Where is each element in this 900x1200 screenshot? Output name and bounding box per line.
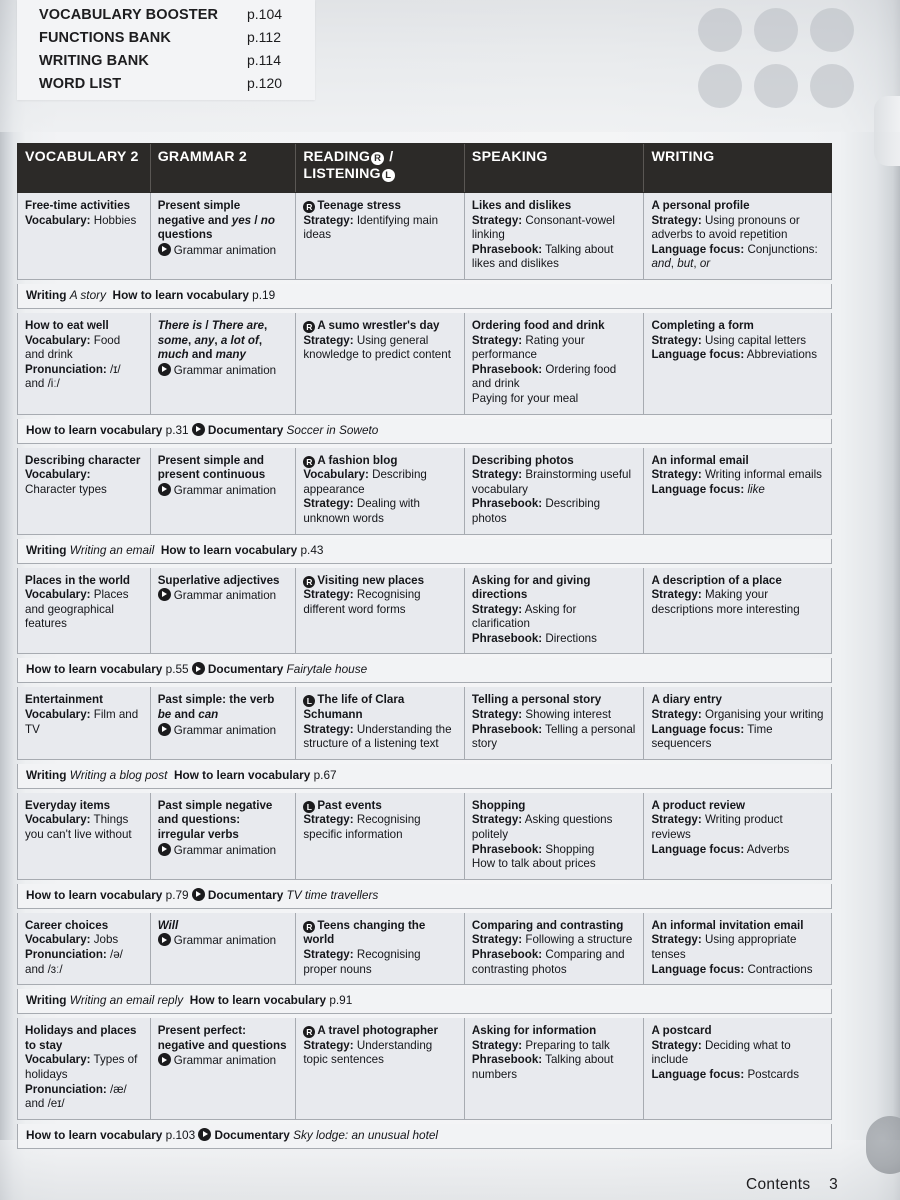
grammar-title: Past simple negative and questions: irregular verbs <box>157 798 273 842</box>
section-separator-row[interactable]: How to learn vocabulary p.79 Documentary TV time travellers <box>17 884 832 909</box>
reading-listening-cell[interactable]: R Visiting new places Strategy: Recognising different word forms <box>296 568 465 654</box>
writing-cell[interactable]: A product review Strategy: Writing product reviews Language focus: Adverbs <box>651 798 790 856</box>
reading-listening-cell[interactable]: L Past events Strategy: Recognising specific information <box>296 793 465 879</box>
back-matter-page: p.120 <box>247 75 283 91</box>
grammar-title: Present simple negative and yes / no questions <box>157 199 275 242</box>
speaking-title: Comparing and contrasting <box>471 918 624 932</box>
section-separator-row[interactable]: Writing A story How to learn vocabulary p.19 <box>17 284 832 309</box>
writing-cell[interactable]: A postcard Strategy: Deciding what to include Language focus: Postcards <box>651 1024 799 1081</box>
writing-cell[interactable]: An informal email Strategy: Writing informal emails Language focus: like <box>651 453 822 496</box>
table-row <box>17 793 832 880</box>
play-icon <box>158 588 171 601</box>
reading-listening-cell[interactable]: R Teens changing the world Strategy: Recognising proper nouns <box>296 913 465 984</box>
table-row <box>17 687 832 759</box>
grammar-animation-label: Grammar animation <box>173 483 277 497</box>
reading-listening-cell[interactable]: R A fashion blog Vocabulary: Describing appearance Strategy: Dealing with unknown words <box>296 448 465 534</box>
section-separator-row[interactable]: How to learn vocabulary p.55 Documentary Fairytale house <box>17 658 832 683</box>
syllabus-table <box>17 143 832 1153</box>
page-curl <box>874 96 900 166</box>
writing-cell[interactable]: Completing a form Strategy: Using capital letters Language focus: Abbreviations <box>651 318 818 362</box>
grammar-cell[interactable] <box>151 448 297 534</box>
vocabulary-cell[interactable]: Holidays and places to stay Vocabulary: Types of holidays Pronunciation: /æ/ and /eɪ/ <box>18 1018 151 1119</box>
back-matter-title: WRITING BANK <box>39 53 149 69</box>
bleedthrough-circle <box>698 64 742 108</box>
vocabulary-title: Career choices <box>25 918 109 932</box>
play-icon <box>192 423 205 436</box>
vocabulary-cell[interactable]: Everyday items Vocabulary: Things you can't live without <box>18 793 151 879</box>
table-row <box>17 193 832 280</box>
writing-cell[interactable]: A personal profile Strategy: Using pronouns or adverbs to avoid repetition Language focus: Conjunctions: and, but, or <box>651 199 818 271</box>
table-row <box>17 448 832 535</box>
section-separator-row[interactable]: How to learn vocabulary p.31 Documentary Soccer in Soweto <box>17 419 832 444</box>
reading-badge-icon: R <box>303 321 315 333</box>
vocabulary-cell[interactable]: Entertainment Vocabulary: Film and TV <box>18 687 151 758</box>
back-matter-page: p.114 <box>247 52 281 68</box>
grammar-title: Present simple and present continuous <box>157 453 266 482</box>
bleedthrough-circles <box>698 8 856 110</box>
section-separator-row[interactable]: Writing Writing an email reply How to learn vocabulary p.91 <box>17 989 832 1014</box>
grammar-animation-label: Grammar animation <box>173 243 277 257</box>
vocabulary-title: Entertainment <box>25 693 103 707</box>
speaking-cell[interactable]: Likes and dislikes Strategy: Consonant-vowel linking Phrasebook: Talking about likes and dislikes <box>465 193 645 279</box>
grammar-cell[interactable] <box>151 687 297 758</box>
vocabulary-title: Places in the world <box>25 573 131 587</box>
reading-listening-cell[interactable]: R Teenage stress Strategy: Identifying main ideas <box>296 193 465 279</box>
grammar-cell[interactable] <box>151 793 297 879</box>
speaking-cell[interactable]: Shopping Strategy: Asking questions politely Phrasebook: Shopping How to talk about prices <box>465 793 645 879</box>
footer-label: Contents <box>746 1176 811 1193</box>
column-header-reading: READING R / LISTENING L <box>296 144 465 192</box>
back-matter-page: p.104 <box>247 6 283 22</box>
listening-badge-icon: L <box>303 695 315 707</box>
back-matter-item[interactable] <box>17 52 315 75</box>
play-icon <box>198 1128 211 1141</box>
speaking-cell[interactable]: Comparing and contrasting Strategy: Following a structure Phrasebook: Comparing and contrasting photos <box>465 913 645 984</box>
writing-title: A description of a place <box>651 573 782 587</box>
vocabulary-cell[interactable]: Free-time activities Vocabulary: Hobbies <box>18 193 151 279</box>
vocabulary-title: Free-time activities <box>25 199 131 212</box>
play-icon <box>158 363 171 376</box>
back-matter-item[interactable] <box>17 75 315 98</box>
table-row <box>17 1018 832 1120</box>
grammar-title: Will <box>157 918 179 932</box>
vocabulary-title: Everyday items <box>25 798 111 812</box>
table-row <box>17 913 832 985</box>
section-separator-row[interactable]: How to learn vocabulary p.103 Documentary Sky lodge: an unusual hotel <box>17 1124 832 1149</box>
reading-listening-title: A fashion blog <box>317 453 398 467</box>
speaking-title: Asking for information <box>471 1024 597 1038</box>
back-matter-title: WORD LIST <box>39 76 122 92</box>
reading-listening-cell[interactable]: R A sumo wrestler's day Strategy: Using general knowledge to predict content <box>296 313 465 414</box>
back-matter-page: p.112 <box>247 29 281 45</box>
grammar-title: Present perfect: negative and questions <box>157 1024 287 1052</box>
bleedthrough-circle <box>754 64 798 108</box>
vocabulary-cell[interactable]: Describing character Vocabulary: Character types <box>18 448 151 534</box>
grammar-animation-label: Grammar animation <box>173 723 277 737</box>
grammar-cell[interactable] <box>151 913 297 984</box>
back-matter-item[interactable] <box>17 29 315 52</box>
reading-badge-icon: R <box>303 1026 315 1038</box>
section-separator-row[interactable]: Writing Writing a blog post How to learn vocabulary p.67 <box>17 764 832 789</box>
grammar-title: Past simple: the verb be and can <box>157 693 275 722</box>
column-header-grammar-2: GRAMMAR 2 <box>151 144 297 192</box>
writing-cell[interactable]: A description of a place Strategy: Making your descriptions more interesting <box>651 573 800 616</box>
reading-listening-title: A sumo wrestler's day <box>317 318 440 332</box>
play-icon <box>158 243 171 256</box>
table-row <box>17 568 832 655</box>
vocabulary-cell[interactable]: Places in the world Vocabulary: Places and geographical features <box>18 568 151 654</box>
writing-title: An informal invitation email <box>651 918 804 932</box>
grammar-animation-label: Grammar animation <box>173 363 277 377</box>
table-header-row <box>17 143 832 193</box>
reading-listening-title: Past events <box>317 798 382 812</box>
reading-badge-icon: R <box>371 152 384 165</box>
speaking-title: Shopping <box>471 798 526 812</box>
speaking-cell[interactable]: Describing photos Strategy: Brainstorming useful vocabulary Phrasebook: Describing photos <box>465 448 645 534</box>
page-corner-thumb <box>866 1116 900 1174</box>
writing-title: Completing a form <box>651 318 754 332</box>
vocabulary-cell[interactable]: How to eat well Vocabulary: Food and drink Pronunciation: /ɪ/ and /iː/ <box>18 313 151 414</box>
section-separator-row[interactable]: Writing Writing an email How to learn vocabulary p.43 <box>17 539 832 564</box>
reading-listening-title: Visiting new places <box>317 573 425 587</box>
play-icon <box>158 843 171 856</box>
grammar-cell[interactable] <box>151 193 297 279</box>
bleedthrough-circle <box>754 8 798 52</box>
listening-badge-icon: L <box>382 169 395 182</box>
back-matter-title: VOCABULARY BOOSTER <box>39 7 219 23</box>
writing-title: A personal profile <box>651 199 750 212</box>
column-header-writing: WRITING <box>651 149 715 165</box>
bleedthrough-circle <box>698 8 742 52</box>
vocabulary-title: Holidays and places to stay <box>25 1024 137 1052</box>
play-icon <box>158 723 171 736</box>
writing-title: An informal email <box>651 453 749 467</box>
vocabulary-cell[interactable]: Career choices Vocabulary: Jobs Pronunciation: /ə/ and /ɜː/ <box>18 913 151 984</box>
table-row <box>17 313 832 415</box>
speaking-title: Likes and dislikes <box>471 199 572 212</box>
play-icon <box>158 1053 171 1066</box>
back-matter-list <box>17 0 315 100</box>
play-icon <box>158 483 171 496</box>
footer-page-number: 3 <box>829 1176 838 1193</box>
speaking-cell[interactable]: Asking for information Strategy: Preparing to talk Phrasebook: Talking about numbers <box>465 1018 645 1119</box>
speaking-title: Describing photos <box>471 453 574 467</box>
listening-badge-icon: L <box>303 801 315 813</box>
speaking-cell[interactable]: Asking for and giving directions Strategy: Asking for clarification Phrasebook: Directions <box>465 568 645 654</box>
grammar-title: There is / There are, some, any, a lot of, much and many <box>157 318 268 362</box>
writing-title: A product review <box>651 798 746 812</box>
back-matter-item[interactable] <box>17 6 315 29</box>
writing-cell[interactable]: An informal invitation email Strategy: Using appropriate tenses Language focus: Contractions <box>651 918 813 976</box>
bleedthrough-circle <box>810 64 854 108</box>
reading-listening-title: A travel photographer <box>317 1024 439 1038</box>
table-body <box>17 193 832 1149</box>
vocabulary-title: Describing character <box>25 453 141 467</box>
bleedthrough-circle <box>810 8 854 52</box>
grammar-animation-label: Grammar animation <box>173 843 277 857</box>
speaking-title: Telling a personal story <box>471 693 602 707</box>
writing-cell[interactable]: A diary entry Strategy: Organising your writing Language focus: Time sequencers <box>651 693 824 751</box>
reading-badge-icon: R <box>303 576 315 588</box>
reading-badge-icon: R <box>303 921 315 933</box>
grammar-title: Superlative adjectives <box>157 573 280 587</box>
grammar-animation-label: Grammar animation <box>173 1054 277 1068</box>
column-header-vocabulary-2: VOCABULARY 2 <box>18 144 151 192</box>
play-icon <box>192 662 205 675</box>
speaking-cell[interactable]: Ordering food and drink Strategy: Rating your performance Phrasebook: Ordering food and drink Paying for your meal <box>465 313 645 414</box>
back-matter-title: FUNCTIONS BANK <box>39 30 171 46</box>
reading-listening-cell[interactable]: L The life of Clara Schumann Strategy: Understanding the structure of a listening text <box>296 687 465 758</box>
grammar-cell[interactable] <box>151 313 297 414</box>
reading-listening-title: Teens changing the world <box>303 918 426 947</box>
play-icon <box>192 888 205 901</box>
grammar-cell[interactable] <box>151 1018 297 1119</box>
reading-badge-icon: R <box>303 456 315 468</box>
play-icon <box>158 933 171 946</box>
writing-title: A postcard <box>651 1024 712 1038</box>
speaking-title: Ordering food and drink <box>471 318 605 332</box>
page-footer <box>746 1176 838 1194</box>
speaking-cell[interactable]: Telling a personal story Strategy: Showing interest Phrasebook: Telling a personal story <box>465 687 645 758</box>
reading-listening-title: Teenage stress <box>317 199 401 212</box>
speaking-title: Asking for and giving directions <box>471 573 591 602</box>
column-header-speaking: SPEAKING <box>465 144 645 192</box>
writing-title: A diary entry <box>651 693 722 707</box>
grammar-animation-label: Grammar animation <box>173 934 277 948</box>
vocabulary-title: How to eat well <box>25 318 109 332</box>
grammar-animation-label: Grammar animation <box>173 589 277 603</box>
reading-listening-cell[interactable]: R A travel photographer Strategy: Understanding topic sentences <box>296 1018 465 1119</box>
reading-listening-title: The life of Clara Schumann <box>303 693 405 722</box>
reading-badge-icon: R <box>303 201 315 213</box>
grammar-cell[interactable] <box>151 568 297 654</box>
